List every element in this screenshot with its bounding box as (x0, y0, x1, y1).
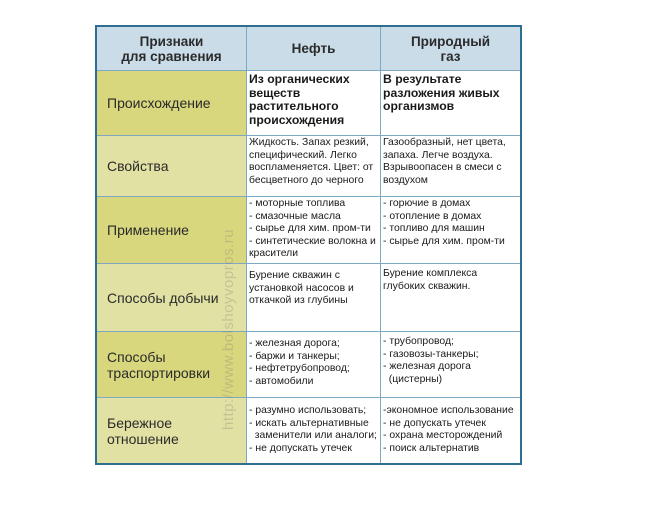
table-row (97, 264, 520, 332)
text-line: - синтетические волокна и (249, 235, 376, 247)
gas-transport (381, 332, 520, 398)
header-gas-line1: Природный (410, 33, 491, 49)
text-line: - автомобили (249, 375, 314, 387)
oil-extraction (247, 264, 381, 332)
row-feature-application (97, 197, 247, 264)
text-line: - сырье для хим. пром-ти (383, 235, 505, 247)
text-line: откачкой из глубины (249, 295, 348, 307)
text-line: красители (249, 248, 299, 260)
oil-application (247, 197, 381, 264)
text-line: Из органических (249, 72, 350, 86)
feature-label: Применение (107, 222, 189, 238)
row-feature-extraction (97, 264, 247, 332)
table-row (97, 398, 520, 463)
text-line: Бурение комплекса (383, 268, 478, 279)
text-line: - не допускать утечек (383, 417, 486, 429)
text-line: - нефтетрубопровод; (249, 363, 350, 375)
text-line: происхождения (249, 112, 345, 127)
text-line: воздухом (383, 174, 428, 186)
table-row (97, 332, 520, 398)
header-oil (247, 27, 381, 71)
text-line: Жидкость. Запах резкий, (249, 137, 369, 148)
table-header-row (97, 27, 520, 71)
feature-label: Свойства (107, 158, 169, 174)
text-line: - искать альтернативные (249, 417, 369, 429)
text-line: Бурение скважин с (249, 270, 340, 281)
header-oil-label: Нефть (291, 41, 336, 56)
text-line: - газовозы-танкеры; (383, 348, 479, 360)
gas-origin (381, 71, 520, 136)
text-line: - поиск альтернатив (383, 442, 480, 454)
feature-label-line1: Бережное (107, 414, 173, 431)
text-line: - не допускать утечек (249, 442, 352, 454)
text-line: растительного (249, 99, 339, 114)
text-line: установкой насосов и (249, 282, 354, 294)
text-line: бесцветного до черного (249, 174, 364, 186)
text-line: - сырье для хим. пром-ти (249, 223, 371, 235)
gas-extraction (381, 264, 520, 332)
text-line: - моторные топлива (249, 198, 346, 209)
row-feature-properties (97, 136, 247, 197)
table-row (97, 136, 520, 197)
text-line: веществ (249, 85, 301, 100)
header-criteria-line2: для сравнения (121, 48, 222, 64)
text-line: - охрана месторождений (383, 430, 503, 442)
feature-label-line1: Способы (107, 348, 166, 365)
oil-transport (247, 332, 381, 398)
text-line: - отопление в домах (383, 210, 482, 222)
row-feature-origin (97, 71, 247, 136)
feature-label: Способы добычи (107, 289, 219, 306)
text-line: - горючие в домах (383, 198, 471, 209)
gas-properties (381, 136, 520, 197)
oil-care (247, 398, 381, 463)
row-feature-care (97, 398, 247, 463)
text-line: организмов (383, 99, 455, 114)
gas-care (381, 398, 520, 463)
oil-properties (247, 136, 381, 197)
text-line: заменители или аналоги; (249, 430, 377, 442)
feature-label-line2: траспортировки (107, 364, 211, 381)
text-line: разложения живых (383, 85, 500, 100)
comparison-table (95, 25, 522, 465)
text-line: - разумно использовать; (249, 405, 367, 416)
table-row (97, 197, 520, 264)
text-line: - трубопровод; (383, 336, 454, 347)
row-feature-transport (97, 332, 247, 398)
watermark: http://www.bolshoyvopros.ru (220, 228, 237, 430)
text-line: - баржи и танкеры; (249, 350, 340, 362)
text-line: - смазочные масла (249, 210, 341, 222)
oil-origin (247, 71, 381, 136)
text-line: - железная дорога (383, 361, 471, 373)
text-line: запаха. Легче воздуха. (383, 149, 493, 161)
header-criteria-line1: Признаки (139, 33, 204, 49)
text-line: Газообразный, нет цвета, (383, 137, 506, 148)
text-line: -экономное использование (383, 405, 514, 416)
text-line: (цистерны) (383, 373, 443, 385)
table-row (97, 71, 520, 136)
text-line: специфический. Легко (249, 149, 357, 161)
header-gas (381, 27, 520, 71)
gas-application (381, 197, 520, 264)
text-line: В результате (383, 72, 462, 86)
feature-label-line2: отношение (107, 430, 179, 447)
text-line: - железная дорога; (249, 338, 340, 349)
text-line: глубоких скважин. (383, 280, 471, 292)
text-line: Взрывоопасен в смеси с (383, 162, 502, 174)
text-line: воспламеняется. Цвет: от (249, 162, 374, 174)
text-line: - топливо для машин (383, 223, 485, 235)
header-criteria (97, 27, 247, 71)
header-gas-line2: газ (440, 48, 461, 64)
feature-label: Происхождение (107, 95, 211, 111)
